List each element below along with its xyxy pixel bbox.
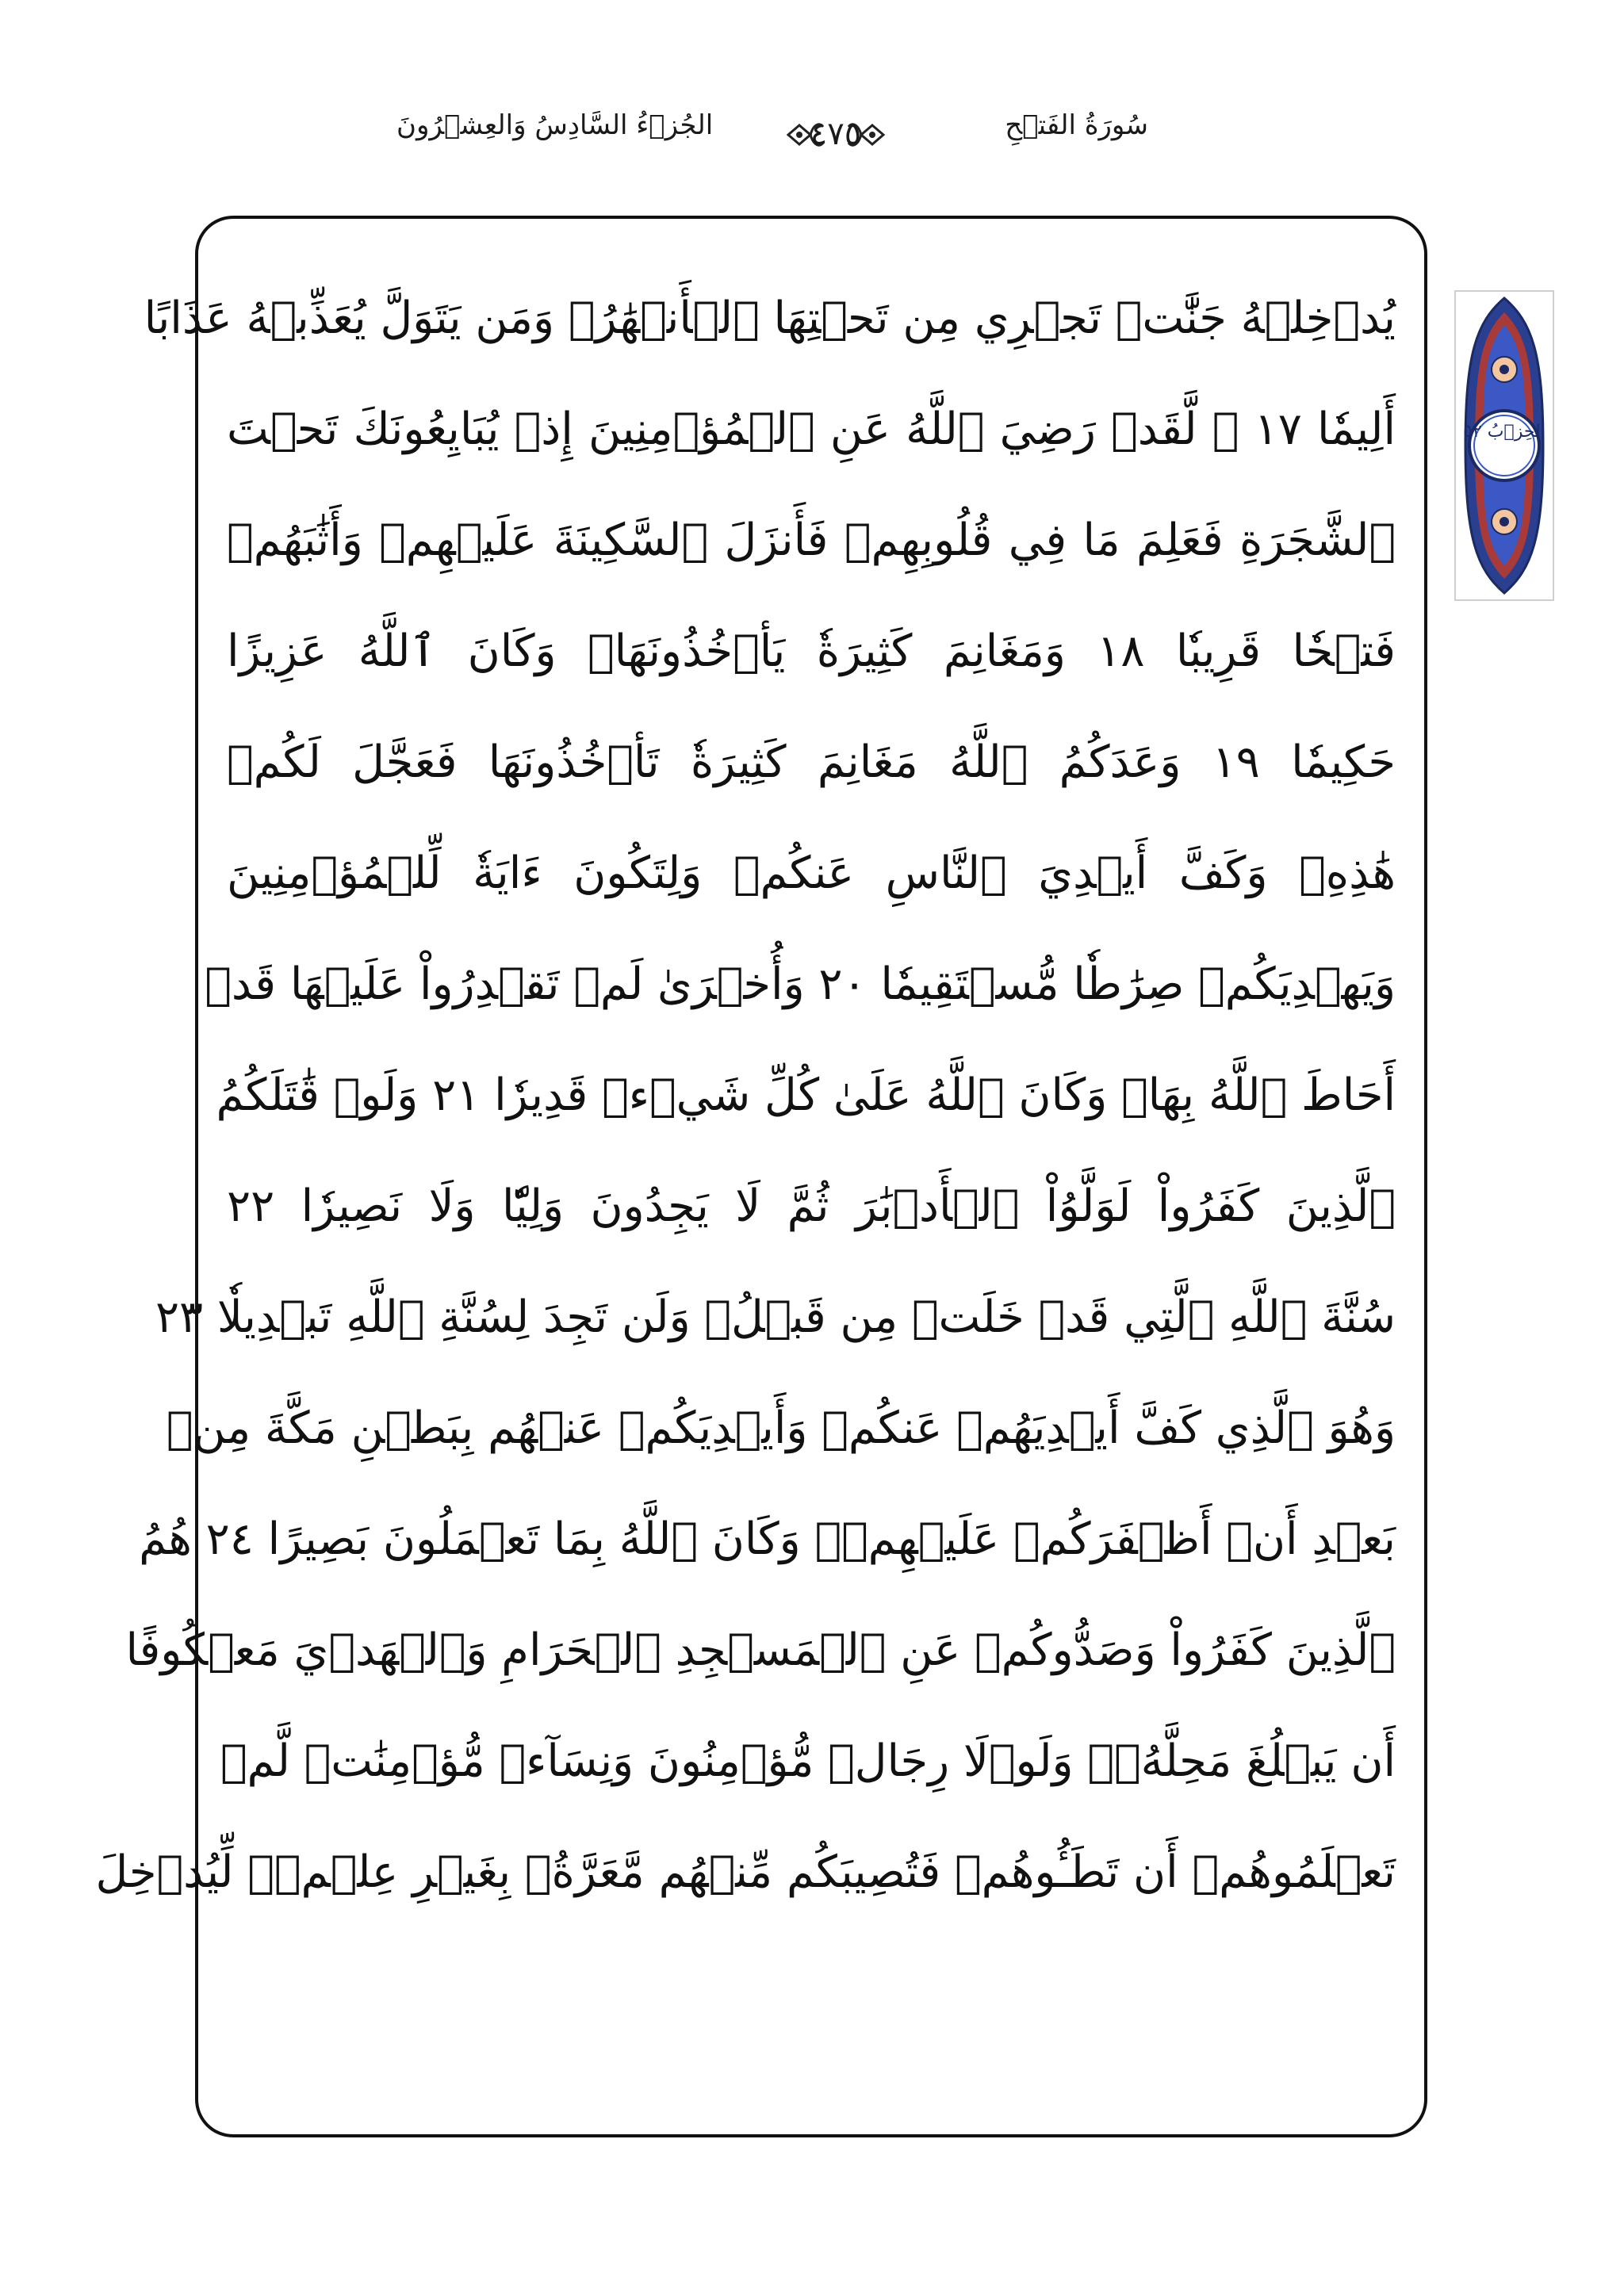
hizb-ornament-icon — [1454, 290, 1554, 601]
text-line: أَن يَبۡلُغَ مَحِلَّهُۥۚ وَلَوۡلَا رِجَالٞ مُّؤۡمِنُونَ وَنِسَآءٞ مُّؤۡمِنَٰتٞ لَّمۡ — [220, 1735, 1396, 1787]
page-number: ٤٧٥ — [810, 116, 862, 152]
text-line: سُنَّةَ ٱللَّهِ ٱلَّتِي قَدۡ خَلَتۡ مِن قَبۡلُۖ وَلَن تَجِدَ لِسُنَّةِ ٱللَّهِ تَبۡدِيلٗا ٢٣ — [155, 1292, 1396, 1343]
text-line: تَعۡلَمُوهُمۡ أَن تَطَـُٔوهُمۡ فَتُصِيبَكُم مِّنۡهُم مَّعَرَّةُۢ بِغَيۡرِ عِلۡمٖۖ لِّيُدۡخِلَ — [95, 1846, 1396, 1898]
text-line: يُدۡخِلۡهُ جَنَّٰتٖ تَجۡرِي مِن تَحۡتِهَا ٱلۡأَنۡهَٰرُۖ وَمَن يَتَوَلَّ يُعَذِّبۡهُ عَذَابًا — [144, 293, 1396, 344]
hizb-marker — [1454, 290, 1554, 601]
text-line: أَحَاطَ ٱللَّهُ بِهَاۚ وَكَانَ ٱللَّهُ عَلَىٰ كُلِّ شَيۡءٖ قَدِيرٗا ٢١ وَلَوۡ قَٰتَلَكُمُ — [216, 1070, 1396, 1121]
text-line: ٱلَّذِينَ كَفَرُواْ لَوَلَّوُاْ ٱلۡأَدۡبَٰرَ ثُمَّ لَا يَجِدُونَ وَلِيّٗا وَلَا نَصِيرٗا ٢٢ — [227, 1181, 1396, 1232]
text-line: وَيَهۡدِيَكُمۡ صِرَٰطٗا مُّسۡتَقِيمٗا ٢٠ وَأُخۡرَىٰ لَمۡ تَقۡدِرُواْ عَلَيۡهَا قَدۡ — [205, 959, 1396, 1010]
page-header — [0, 95, 1624, 190]
text-line: وَهُوَ ٱلَّذِي كَفَّ أَيۡدِيَهُمۡ عَنكُمۡ وَأَيۡدِيَكُمۡ عَنۡهُم بِبَطۡنِ مَكَّةَ مِنۢ — [166, 1402, 1396, 1454]
surah-name: سُورَةُ الفَتۡحِ — [1005, 109, 1148, 141]
hizb-label: الحِزۡبُ ٥٢ — [1463, 422, 1545, 442]
text-frame — [95, 216, 1427, 2137]
text-line: أَلِيمٗا ١٧ ۞ لَّقَدۡ رَضِيَ ٱللَّهُ عَنِ ٱلۡمُؤۡمِنِينَ إِذۡ يُبَايِعُونَكَ تَحۡتَ — [227, 404, 1396, 455]
text-line: ٱلَّذِينَ كَفَرُواْ وَصَدُّوكُمۡ عَنِ ٱلۡمَسۡجِدِ ٱلۡحَرَامِ وَٱلۡهَدۡيَ مَعۡكُوفًا — [125, 1624, 1396, 1676]
text-line: هَٰذِهِۦ وَكَفَّ أَيۡدِيَ ٱلنَّاسِ عَنكُمۡ وَلِتَكُونَ ءَايَةٗ لِّلۡمُؤۡمِنِينَ — [227, 848, 1396, 899]
text-line: بَعۡدِ أَنۡ أَظۡفَرَكُمۡ عَلَيۡهِمۡۚ وَكَانَ ٱللَّهُ بِمَا تَعۡمَلُونَ بَصِيرًا ٢٤ هُمُ — [139, 1513, 1396, 1565]
text-line: ٱلشَّجَرَةِ فَعَلِمَ مَا فِي قُلُوبِهِمۡ فَأَنزَلَ ٱلسَّكِينَةَ عَلَيۡهِمۡ وَأَثَٰبَهُمۡ — [227, 515, 1396, 566]
quran-text — [95, 263, 1396, 1928]
page-number-ornament — [764, 95, 907, 174]
juz-name: الجُزۡءُ السَّادِسُ وَالعِشۡرُونَ — [396, 109, 714, 141]
text-line: فَتۡحٗا قَرِيبٗا ١٨ وَمَغَانِمَ كَثِيرَةٗ يَأۡخُذُونَهَاۗ وَكَانَ ٱللَّهُ عَزِيزًا — [227, 626, 1396, 677]
text-line: حَكِيمٗا ١٩ وَعَدَكُمُ ٱللَّهُ مَغَانِمَ كَثِيرَةٗ تَأۡخُذُونَهَا فَعَجَّلَ لَكُمۡ — [227, 737, 1396, 788]
